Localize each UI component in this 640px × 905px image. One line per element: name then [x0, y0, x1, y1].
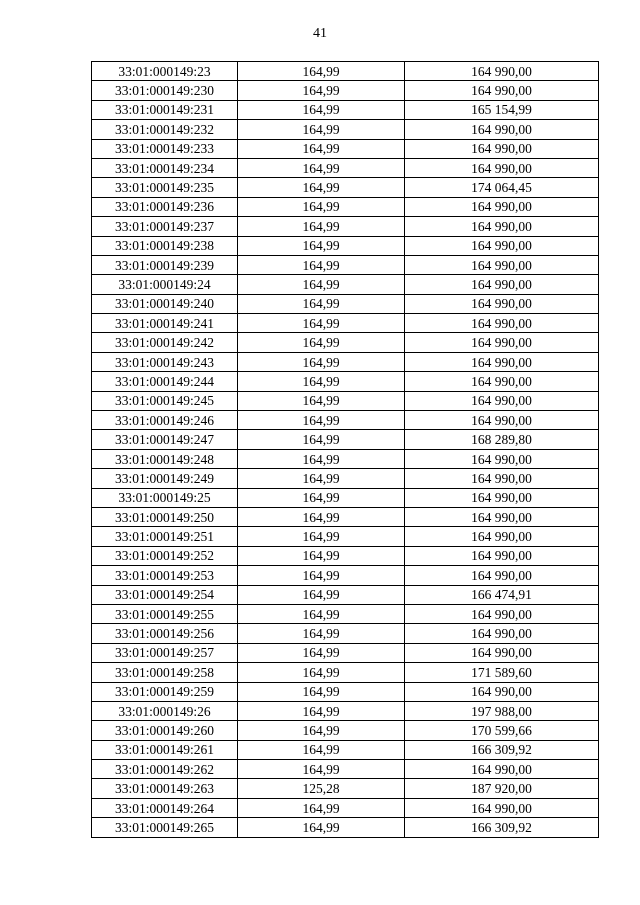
area-cell: 164,99 [238, 314, 405, 333]
table-row [92, 314, 599, 333]
cadastral-value-table [91, 61, 599, 838]
table-row [92, 430, 599, 449]
cadastral-value-cell: 164 990,00 [405, 314, 599, 333]
cadastral-number-cell: 33:01:000149:263 [92, 779, 238, 798]
cadastral-number-cell: 33:01:000149:253 [92, 566, 238, 585]
table-row [92, 779, 599, 798]
cadastral-value-cell: 166 309,92 [405, 740, 599, 759]
area-cell: 164,99 [238, 100, 405, 119]
area-cell: 164,99 [238, 275, 405, 294]
area-cell: 164,99 [238, 604, 405, 623]
cadastral-value-cell: 197 988,00 [405, 701, 599, 720]
table-row [92, 469, 599, 488]
cadastral-number-cell: 33:01:000149:233 [92, 139, 238, 158]
cadastral-number-cell: 33:01:000149:255 [92, 604, 238, 623]
table-row [92, 585, 599, 604]
cadastral-number-cell: 33:01:000149:240 [92, 294, 238, 313]
table-row [92, 120, 599, 139]
cadastral-number-cell: 33:01:000149:262 [92, 760, 238, 779]
table-row [92, 81, 599, 100]
area-cell: 164,99 [238, 624, 405, 643]
cadastral-value-cell: 164 990,00 [405, 275, 599, 294]
cadastral-value-cell: 171 589,60 [405, 663, 599, 682]
cadastral-value-cell: 164 990,00 [405, 120, 599, 139]
cadastral-number-cell: 33:01:000149:249 [92, 469, 238, 488]
area-cell: 164,99 [238, 721, 405, 740]
table-row [92, 255, 599, 274]
table-row [92, 197, 599, 216]
area-cell: 164,99 [238, 449, 405, 468]
cadastral-value-cell: 166 474,91 [405, 585, 599, 604]
area-cell: 164,99 [238, 411, 405, 430]
table-row [92, 721, 599, 740]
cadastral-value-cell: 174 064,45 [405, 178, 599, 197]
area-cell: 164,99 [238, 701, 405, 720]
cadastral-value-cell: 164 990,00 [405, 682, 599, 701]
cadastral-number-cell: 33:01:000149:250 [92, 507, 238, 526]
cadastral-number-cell: 33:01:000149:258 [92, 663, 238, 682]
table-row [92, 566, 599, 585]
cadastral-value-cell: 164 990,00 [405, 527, 599, 546]
cadastral-number-cell: 33:01:000149:231 [92, 100, 238, 119]
table-row [92, 740, 599, 759]
cadastral-value-cell: 187 920,00 [405, 779, 599, 798]
cadastral-number-cell: 33:01:000149:230 [92, 81, 238, 100]
cadastral-value-cell: 164 990,00 [405, 255, 599, 274]
cadastral-value-cell: 164 990,00 [405, 411, 599, 430]
cadastral-number-cell: 33:01:000149:236 [92, 197, 238, 216]
area-cell: 164,99 [238, 120, 405, 139]
cadastral-number-cell: 33:01:000149:256 [92, 624, 238, 643]
table-row [92, 449, 599, 468]
table-row [92, 604, 599, 623]
table-row [92, 624, 599, 643]
cadastral-value-cell: 164 990,00 [405, 449, 599, 468]
table-row [92, 236, 599, 255]
cadastral-value-cell: 164 990,00 [405, 81, 599, 100]
table-row [92, 507, 599, 526]
cadastral-value-cell: 164 990,00 [405, 139, 599, 158]
area-cell: 164,99 [238, 178, 405, 197]
area-cell: 164,99 [238, 333, 405, 352]
cadastral-value-cell: 164 990,00 [405, 469, 599, 488]
area-cell: 164,99 [238, 158, 405, 177]
table-row [92, 294, 599, 313]
cadastral-number-cell: 33:01:000149:254 [92, 585, 238, 604]
area-cell: 164,99 [238, 488, 405, 507]
cadastral-value-cell: 164 990,00 [405, 624, 599, 643]
area-cell: 164,99 [238, 352, 405, 371]
area-cell: 164,99 [238, 430, 405, 449]
area-cell: 164,99 [238, 585, 405, 604]
area-cell: 164,99 [238, 527, 405, 546]
cadastral-value-cell: 164 990,00 [405, 372, 599, 391]
table-row [92, 546, 599, 565]
area-cell: 164,99 [238, 469, 405, 488]
cadastral-value-cell: 164 990,00 [405, 294, 599, 313]
cadastral-value-cell: 164 990,00 [405, 391, 599, 410]
area-cell: 164,99 [238, 294, 405, 313]
cadastral-number-cell: 33:01:000149:247 [92, 430, 238, 449]
table-row [92, 217, 599, 236]
cadastral-value-cell: 164 990,00 [405, 333, 599, 352]
table-row [92, 100, 599, 119]
cadastral-value-cell: 164 990,00 [405, 798, 599, 817]
cadastral-number-cell: 33:01:000149:239 [92, 255, 238, 274]
cadastral-number-cell: 33:01:000149:243 [92, 352, 238, 371]
cadastral-number-cell: 33:01:000149:241 [92, 314, 238, 333]
table-row [92, 643, 599, 662]
cadastral-number-cell: 33:01:000149:246 [92, 411, 238, 430]
area-cell: 164,99 [238, 391, 405, 410]
table-row [92, 178, 599, 197]
cadastral-number-cell: 33:01:000149:245 [92, 391, 238, 410]
area-cell: 164,99 [238, 546, 405, 565]
area-cell: 164,99 [238, 197, 405, 216]
table-row [92, 158, 599, 177]
area-cell: 164,99 [238, 372, 405, 391]
cadastral-value-cell: 164 990,00 [405, 236, 599, 255]
table-row [92, 798, 599, 817]
cadastral-value-cell: 164 990,00 [405, 352, 599, 371]
area-cell: 164,99 [238, 507, 405, 526]
cadastral-value-cell: 166 309,92 [405, 818, 599, 837]
page-number: 41 [313, 26, 327, 41]
cadastral-number-cell: 33:01:000149:248 [92, 449, 238, 468]
cadastral-value-cell: 168 289,80 [405, 430, 599, 449]
table-row [92, 275, 599, 294]
area-cell: 164,99 [238, 682, 405, 701]
cadastral-number-cell: 33:01:000149:260 [92, 721, 238, 740]
table-row [92, 682, 599, 701]
area-cell: 164,99 [238, 663, 405, 682]
cadastral-number-cell: 33:01:000149:23 [92, 62, 238, 81]
table-row [92, 62, 599, 81]
cadastral-number-cell: 33:01:000149:237 [92, 217, 238, 236]
area-cell: 164,99 [238, 798, 405, 817]
cadastral-value-cell: 164 990,00 [405, 197, 599, 216]
cadastral-number-cell: 33:01:000149:252 [92, 546, 238, 565]
area-cell: 164,99 [238, 62, 405, 81]
table-row [92, 333, 599, 352]
table-row [92, 139, 599, 158]
table-row [92, 663, 599, 682]
cadastral-number-cell: 33:01:000149:265 [92, 818, 238, 837]
cadastral-number-cell: 33:01:000149:24 [92, 275, 238, 294]
cadastral-number-cell: 33:01:000149:235 [92, 178, 238, 197]
area-cell: 164,99 [238, 760, 405, 779]
cadastral-number-cell: 33:01:000149:259 [92, 682, 238, 701]
cadastral-number-cell: 33:01:000149:251 [92, 527, 238, 546]
table-row [92, 760, 599, 779]
table-row [92, 527, 599, 546]
area-cell: 164,99 [238, 81, 405, 100]
cadastral-value-cell: 164 990,00 [405, 566, 599, 585]
cadastral-value-cell: 164 990,00 [405, 604, 599, 623]
area-cell: 164,99 [238, 740, 405, 759]
cadastral-value-cell: 164 990,00 [405, 760, 599, 779]
cadastral-value-cell: 164 990,00 [405, 488, 599, 507]
cadastral-value-cell: 164 990,00 [405, 643, 599, 662]
cadastral-number-cell: 33:01:000149:264 [92, 798, 238, 817]
cadastral-number-cell: 33:01:000149:261 [92, 740, 238, 759]
cadastral-number-cell: 33:01:000149:244 [92, 372, 238, 391]
table-row [92, 488, 599, 507]
table-row [92, 372, 599, 391]
cadastral-number-cell: 33:01:000149:234 [92, 158, 238, 177]
area-cell: 164,99 [238, 643, 405, 662]
cadastral-number-cell: 33:01:000149:26 [92, 701, 238, 720]
area-cell: 164,99 [238, 818, 405, 837]
cadastral-number-cell: 33:01:000149:238 [92, 236, 238, 255]
table-row [92, 818, 599, 837]
cadastral-value-cell: 164 990,00 [405, 217, 599, 236]
cadastral-value-cell: 164 990,00 [405, 507, 599, 526]
cadastral-value-cell: 164 990,00 [405, 62, 599, 81]
cadastral-value-cell: 164 990,00 [405, 546, 599, 565]
table-row [92, 391, 599, 410]
area-cell: 164,99 [238, 255, 405, 274]
area-cell: 164,99 [238, 566, 405, 585]
area-cell: 164,99 [238, 217, 405, 236]
area-cell: 164,99 [238, 139, 405, 158]
table-row [92, 352, 599, 371]
table-body [92, 62, 599, 838]
cadastral-value-cell: 165 154,99 [405, 100, 599, 119]
table-row [92, 701, 599, 720]
cadastral-value-cell: 170 599,66 [405, 721, 599, 740]
cadastral-number-cell: 33:01:000149:242 [92, 333, 238, 352]
area-cell: 125,28 [238, 779, 405, 798]
table-row [92, 411, 599, 430]
area-cell: 164,99 [238, 236, 405, 255]
cadastral-number-cell: 33:01:000149:25 [92, 488, 238, 507]
cadastral-number-cell: 33:01:000149:257 [92, 643, 238, 662]
cadastral-number-cell: 33:01:000149:232 [92, 120, 238, 139]
cadastral-value-cell: 164 990,00 [405, 158, 599, 177]
